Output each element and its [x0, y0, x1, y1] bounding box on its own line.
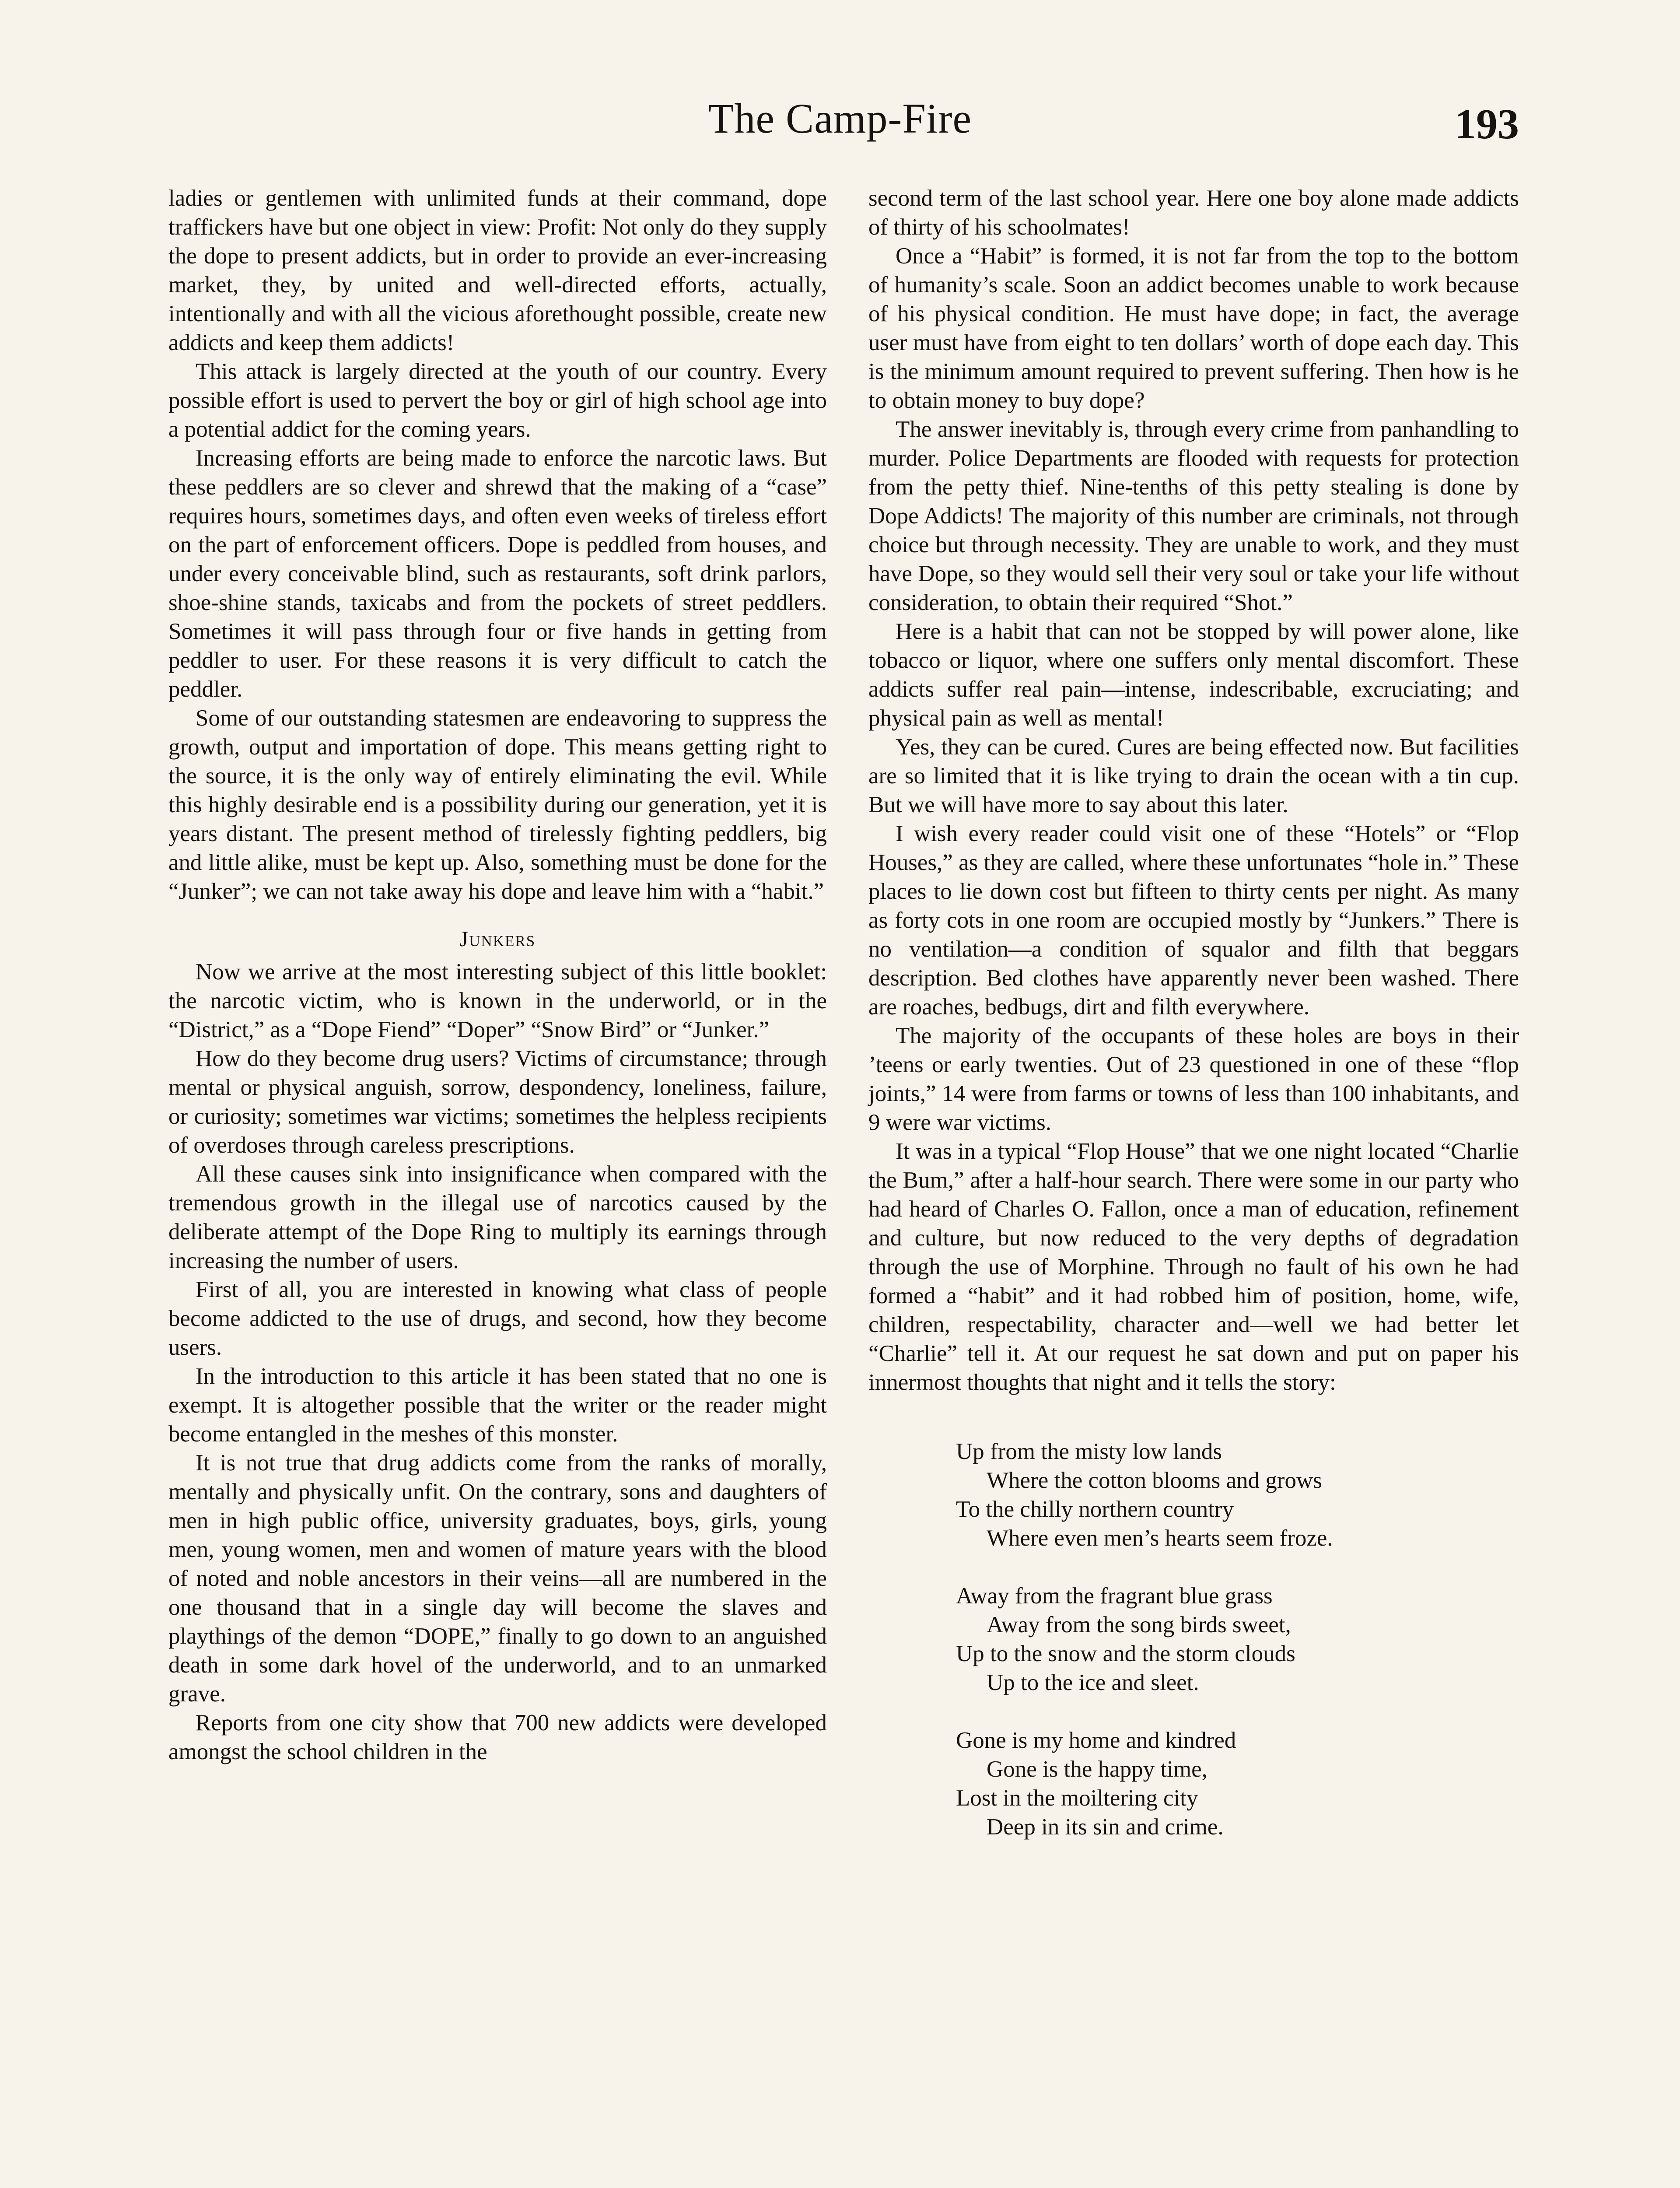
right-column	[868, 184, 1519, 1870]
paragraph: In the introduction to this article it has been stated that no one is exempt. It is altogether possible that the writer or the reader might become entangled in the meshes of this monster.	[168, 1364, 827, 1447]
poem-line: Deep in its sin and crime.	[987, 1814, 1224, 1840]
paragraph: Yes, they can be cured. Cures are being effected now. But facilities are so limited that it is like trying to drain the ocean with a tin cup. But we will have more to say about this later.	[868, 734, 1519, 817]
poem	[868, 1437, 1519, 1841]
poem-line: Up to the ice and sleet.	[987, 1670, 1199, 1695]
poem-stanza	[956, 1437, 1519, 1553]
running-title: The Camp-Fire	[708, 95, 972, 142]
poem-line: Up from the misty low lands	[956, 1439, 1222, 1464]
paragraph: The answer inevitably is, through every crime from panhandling to murder. Police Departments are flooded with requests for protection from the petty thief. Nine-tenths of this petty stealing is done by Dope Addicts! The majority of this number are criminals, not through choice but through necessity. They are unable to work, and they must have Dope, so they would sell their very soul or take your life without consideration, to obtain their required “Shot.”	[868, 417, 1519, 615]
poem-line: Gone is the happy time,	[987, 1757, 1208, 1782]
paragraph: The majority of the occupants of these holes are boys in their ’teens or early twenties. Out of 23 questioned in one of these “flop joints,” 14 were from farms or towns of less than 100 inhabitants, and 9 were war victims.	[868, 1023, 1519, 1135]
poem-line: Away from the song birds sweet,	[987, 1612, 1291, 1637]
paragraph: Increasing efforts are being made to enforce the narcotic laws. But these peddlers are so clever and shrewd that the making of a “case” requires hours, sometimes days, and often even weeks of tireless effort on the part of enforcement officers. Dope is peddled from houses, and under every conceivable blind, such as restaurants, soft drink parlors, shoe-shine stands, taxicabs and from the pockets of street peddlers. Sometimes it will pass through four or five hands in getting from peddler to user. For these reasons it is very difficult to catch the peddler.	[168, 445, 827, 702]
poem-line: Where the cotton blooms and grows	[987, 1468, 1322, 1493]
paragraph: All these causes sink into insignificance when compared with the tremendous growth in the illegal use of narcotics caused by the deliberate attempt of the Dope Ring to multiply its earnings through increasing the number of users.	[168, 1161, 827, 1273]
paragraph: How do they become drug users? Victims of circumstance; through mental or physical anguish, sorrow, despondency, loneliness, failure, or curiosity; sometimes war victims; sometimes the helpless recipients of overdoses through careless prescriptions.	[168, 1046, 827, 1158]
poem-line: Gone is my home and kindred	[956, 1728, 1236, 1753]
section-heading: Junkers	[459, 926, 536, 951]
paragraph: Once a “Habit” is formed, it is not far from the top to the bottom of humanity’s scale. Soon an addict becomes unable to work because of his physical condition. He must have dope; in fact, the average user must have from eight to ten dollars’ worth of dope each day. This is the minimum amount required to prevent suffering. Then how is he to obtain money to buy dope?	[868, 243, 1519, 413]
paragraph: Now we arrive at the most interesting subject of this little booklet: the narcotic victim, who is known in the underworld, or in the “District,” as a “Dope Fiend” “Doper” “Snow Bird” or “Junker.”	[168, 959, 827, 1042]
poem-stanza	[956, 1581, 1519, 1697]
poem-line: Up to the snow and the storm clouds	[956, 1641, 1295, 1666]
paragraph: I wish every reader could visit one of these “Hotels” or “Flop Houses,” as they are called, where these unfortunates “hole in.” These places to lie down cost but fifteen to thirty cents per night. As many as forty cots in one room are occupied mostly by “Junkers.” There is no ventilation—a condition of squalor and filth that beggars description. Bed clothes have apparently never been washed. There are roaches, bedbugs, dirt and filth everywhere.	[868, 821, 1519, 1020]
poem-line: Where even men’s hearts seem froze.	[987, 1525, 1333, 1551]
poem-line: To the chilly northern country	[956, 1497, 1234, 1522]
left-column	[168, 184, 827, 1766]
paragraph: It is not true that drug addicts come from the ranks of morally, mentally and physically unfit. On the contrary, sons and daughters of men in high public office, university graduates, boys, girls, young men, young women, men and women of mature years with the blood of noted and noble ancestors in their veins—all are numbered in the one thousand that in a single day will become the slaves and playthings of the demon “DOPE,” finally to go down to an anguished death in some dark hovel of the underworld, and to an unmarked grave.	[168, 1450, 827, 1707]
paragraph: Reports from one city show that 700 new addicts were developed amongst the school children in the	[168, 1710, 827, 1764]
paragraph: Here is a habit that can not be stopped by will power alone, like tobacco or liquor, where one suffers only mental discomfort. These addicts suffer real pain—intense, indescribable, excruciating; and physical pain as well as mental!	[868, 619, 1519, 731]
page-number: 193	[1455, 101, 1519, 148]
paragraph: First of all, you are interested in knowing what class of people become addicted to the use of drugs, and second, how they become users.	[168, 1277, 827, 1360]
poem-stanza	[956, 1726, 1519, 1841]
poem-line: Away from the fragrant blue grass	[956, 1583, 1273, 1609]
paragraph: This attack is largely directed at the youth of our country. Every possible effort is used to pervert the boy or girl of high school age into a potential addict for the coming years.	[168, 359, 827, 442]
paragraph: It was in a typical “Flop House” that we one night located “Charlie the Bum,” after a half-hour search. There were some in our party who had heard of Charles O. Fallon, once a man of education, refinement and culture, but now reduced to the very depths of degradation through the use of Morphine. Through no fault of his own he had formed a “habit” and it had robbed him of position, home, wife, children, respectability, character and—well we had better let “Charlie” tell it. At our request he sat down and put on paper his innermost thoughts that night and it tells the story:	[868, 1139, 1519, 1395]
poem-line: Lost in the moiltering city	[956, 1785, 1198, 1811]
paragraph: ladies or gentlemen with unlimited funds at their command, dope traffickers have but one object in view: Profit: Not only do they supply the dope to present addicts, but in order to provide an ever-increasing market, they, by united and well-directed efforts, actually, intentionally and with all the vicious aforethought possible, create new addicts and keep them addicts!	[168, 186, 827, 355]
paragraph: Some of our outstanding statesmen are endeavoring to suppress the growth, output and importation of dope. This means getting right to the source, it is the only way of entirely eliminating the evil. While this highly desirable end is a possibility during our generation, yet it is years distant. The present method of tirelessly fighting peddlers, big and little alike, must be kept up. Also, something must be done for the “Junker”; we can not take away his dope and leave him with a “habit.”	[168, 705, 827, 904]
paragraph: second term of the last school year. Here one boy alone made addicts of thirty of his schoolmates!	[868, 186, 1519, 240]
